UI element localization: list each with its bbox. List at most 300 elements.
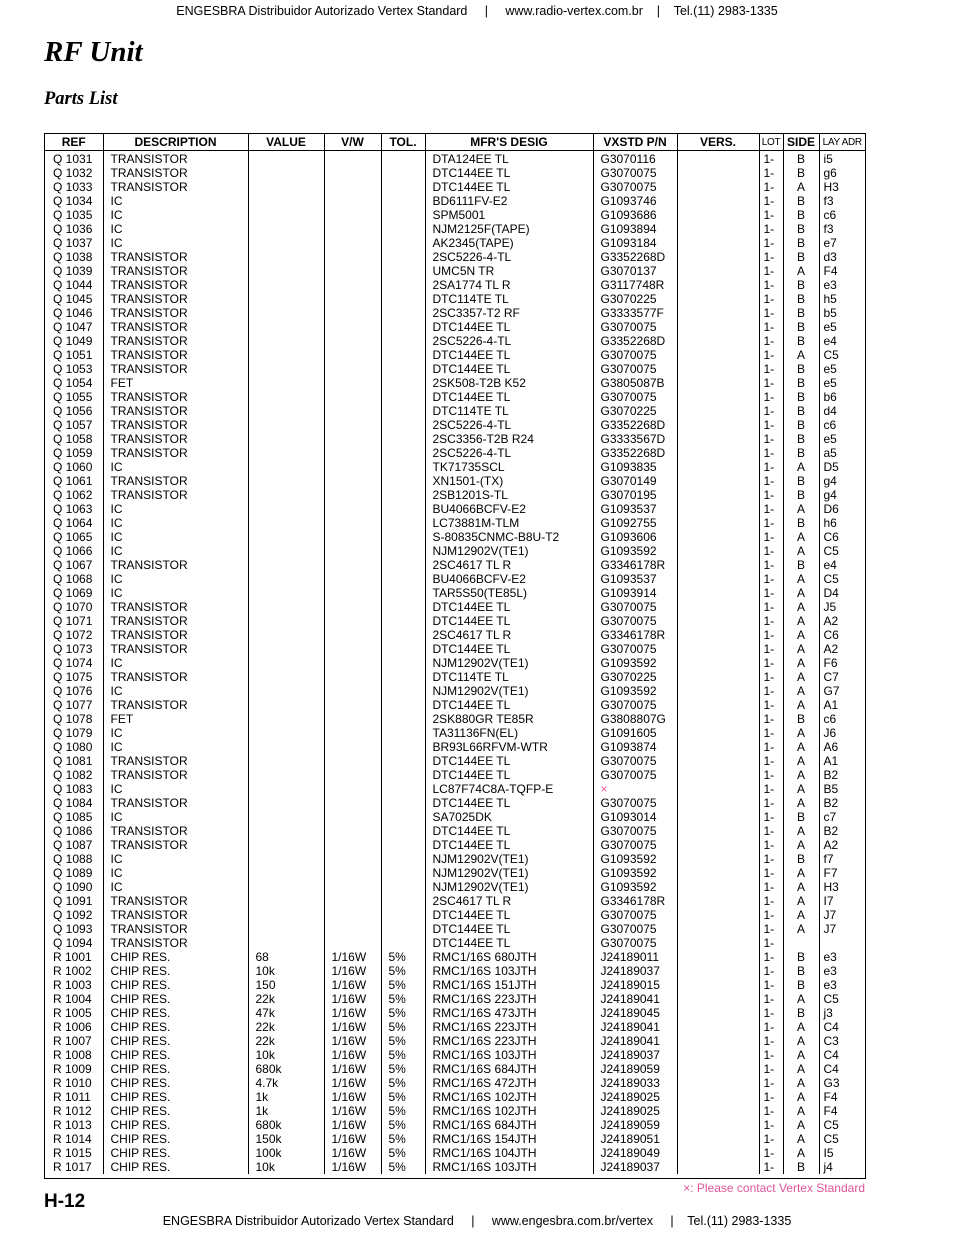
part-mfr-desig: DTC144EE TL [425,838,593,852]
part-vxstd-pn: G3070075 [593,600,677,614]
part-ref: R 1012 [45,1104,103,1118]
part-description: CHIP RES. [103,1104,248,1118]
part-version [677,488,759,502]
part-lot: 1- [759,530,783,544]
part-side: A [783,1146,819,1160]
part-lot: 1- [759,642,783,656]
part-tolerance [381,782,425,796]
part-side: A [783,754,819,768]
part-side: A [783,642,819,656]
part-mfr-desig: 2SC3357-T2 RF [425,306,593,320]
table-row [45,754,865,768]
part-description: TRANSISTOR [103,250,248,264]
part-ref: Q 1070 [45,600,103,614]
part-value: 150k [248,1132,324,1146]
part-vxstd-pn: × [593,782,677,796]
part-version [677,670,759,684]
part-mfr-desig: BR93L66RFVM-WTR [425,740,593,754]
part-layout-address: A1 [823,698,839,712]
table-row [45,600,865,614]
part-description: TRANSISTOR [103,628,248,642]
part-side: A [783,502,819,516]
part-lot: 1- [759,1146,783,1160]
part-vxstd-pn: J24189015 [593,978,677,992]
part-lot: 1- [759,740,783,754]
part-description: IC [103,530,248,544]
part-mfr-desig: 2SK508-T2B K52 [425,376,593,390]
part-version [677,1034,759,1048]
part-side: B [783,306,819,320]
part-version [677,516,759,530]
part-lot: 1- [759,362,783,376]
part-mfr-desig: TK71735SCL [425,460,593,474]
part-vxstd-pn: G1093592 [593,880,677,894]
part-layout-address: c6 [823,418,837,432]
table-row [45,166,865,180]
part-description: TRANSISTOR [103,824,248,838]
part-ref: Q 1058 [45,432,103,446]
part-value [248,250,324,264]
part-ref: Q 1067 [45,558,103,572]
part-mfr-desig: NJM12902V(TE1) [425,544,593,558]
part-lot: 1- [759,151,783,167]
parts-table [45,134,865,1174]
part-mfr-desig: RMC1/16S 223JTH [425,1034,593,1048]
part-ref: R 1006 [45,1020,103,1034]
part-value [248,656,324,670]
part-description: IC [103,866,248,880]
part-tolerance: 5% [381,1118,425,1132]
part-vxstd-pn: G3070075 [593,390,677,404]
part-tolerance [381,432,425,446]
part-vxstd-pn: G3070225 [593,292,677,306]
part-version [677,768,759,782]
table-row [45,964,865,978]
part-vxstd-pn: J24189041 [593,992,677,1006]
part-ref: Q 1039 [45,264,103,278]
part-lot: 1- [759,1104,783,1118]
part-ref: Q 1032 [45,166,103,180]
part-lot: 1- [759,754,783,768]
part-voltage-wattage [324,362,381,376]
page-footer: ENGESBRA Distribuidor Autorizado Vertex Standard | www.engesbra.com.br/vertex | Tel.(11) 2983-1335 [162,1214,792,1228]
part-mfr-desig: 2SA1774 TL R [425,278,593,292]
part-lot: 1- [759,768,783,782]
part-version [677,1062,759,1076]
part-layout-address: A2 [823,838,839,852]
part-lot: 1- [759,894,783,908]
part-tolerance [381,446,425,460]
part-description: TRANSISTOR [103,180,248,194]
part-vxstd-pn: J24189059 [593,1062,677,1076]
part-mfr-desig: DTC144EE TL [425,600,593,614]
part-side: B [783,432,819,446]
table-row [45,992,865,1006]
part-version [677,1132,759,1146]
table-row [45,894,865,908]
part-value [248,208,324,222]
part-layout-address: i5 [823,152,833,166]
part-ref: Q 1090 [45,880,103,894]
part-version [677,586,759,600]
part-ref: Q 1045 [45,292,103,306]
part-vxstd-pn: G3346178R [593,628,677,642]
part-version [677,222,759,236]
part-layout-address: h6 [823,516,837,530]
part-version [677,320,759,334]
part-side: B [783,208,819,222]
part-value [248,642,324,656]
part-lot: 1- [759,614,783,628]
part-voltage-wattage: 1/16W [324,1076,381,1090]
part-vxstd-pn: J24189037 [593,964,677,978]
part-mfr-desig: RMC1/16S 103JTH [425,1048,593,1062]
part-side: A [783,600,819,614]
part-description: TRANSISTOR [103,432,248,446]
part-version [677,726,759,740]
part-tolerance [381,628,425,642]
part-ref: Q 1035 [45,208,103,222]
part-version [677,614,759,628]
part-vxstd-pn: J24189041 [593,1034,677,1048]
part-ref: Q 1077 [45,698,103,712]
part-layout-address: e5 [823,432,837,446]
part-layout-address: C5 [823,544,839,558]
part-layout-address: F6 [823,656,838,670]
table-row [45,712,865,726]
column-header-vw: V/W [324,134,381,151]
part-value [248,558,324,572]
part-voltage-wattage [324,936,381,950]
table-row [45,432,865,446]
part-version [677,824,759,838]
table-row [45,978,865,992]
part-mfr-desig: BU4066BCFV-E2 [425,572,593,586]
part-mfr-desig: RMC1/16S 684JTH [425,1062,593,1076]
part-value [248,502,324,516]
part-value [248,614,324,628]
part-ref: Q 1088 [45,852,103,866]
part-version [677,208,759,222]
part-vxstd-pn: G3070075 [593,614,677,628]
part-ref: Q 1091 [45,894,103,908]
part-mfr-desig: DTC114TE TL [425,292,593,306]
part-layout-address: H3 [823,180,839,194]
part-ref: Q 1094 [45,936,103,950]
part-vxstd-pn: G1093914 [593,586,677,600]
part-tolerance [381,320,425,334]
part-side: A [783,838,819,852]
part-voltage-wattage [324,670,381,684]
part-description: IC [103,740,248,754]
part-side: A [783,1062,819,1076]
part-tolerance [381,852,425,866]
part-mfr-desig: RMC1/16S 102JTH [425,1104,593,1118]
part-layout-address: C6 [823,530,839,544]
part-layout-address: F4 [823,264,838,278]
part-side: A [783,880,819,894]
part-description: TRANSISTOR [103,894,248,908]
part-side: B [783,320,819,334]
part-description: TRANSISTOR [103,670,248,684]
part-ref: Q 1083 [45,782,103,796]
part-value [248,390,324,404]
part-lot: 1- [759,264,783,278]
part-version [677,964,759,978]
part-ref: Q 1031 [45,151,103,167]
part-side: B [783,852,819,866]
part-tolerance [381,292,425,306]
table-row [45,614,865,628]
table-header-row [45,134,865,151]
part-ref: Q 1044 [45,278,103,292]
table-row [45,1020,865,1034]
part-layout-address: C5 [823,572,839,586]
table-row [45,390,865,404]
part-mfr-desig: DTC144EE TL [425,922,593,936]
part-voltage-wattage: 1/16W [324,1048,381,1062]
part-vxstd-pn: G1093537 [593,572,677,586]
part-voltage-wattage [324,348,381,362]
part-lot: 1- [759,586,783,600]
part-vxstd-pn: G3070075 [593,348,677,362]
part-layout-address: j4 [823,1160,833,1174]
part-description: TRANSISTOR [103,558,248,572]
part-version [677,810,759,824]
part-lot: 1- [759,852,783,866]
part-ref: Q 1073 [45,642,103,656]
part-description: TRANSISTOR [103,908,248,922]
part-vxstd-pn: G1093592 [593,656,677,670]
part-ref: Q 1093 [45,922,103,936]
part-ref: Q 1062 [45,488,103,502]
part-layout-address: e5 [823,362,837,376]
part-ref: Q 1056 [45,404,103,418]
part-description: IC [103,852,248,866]
part-mfr-desig: RMC1/16S 223JTH [425,1020,593,1034]
part-mfr-desig: RMC1/16S 472JTH [425,1076,593,1090]
table-row [45,376,865,390]
part-side: A [783,1048,819,1062]
part-version [677,558,759,572]
table-row [45,516,865,530]
part-ref: Q 1060 [45,460,103,474]
part-lot: 1- [759,1160,783,1174]
part-lot: 1- [759,446,783,460]
part-layout-address: D4 [823,586,839,600]
table-row [45,824,865,838]
part-ref: Q 1072 [45,628,103,642]
table-row [45,208,865,222]
part-version [677,600,759,614]
part-tolerance [381,418,425,432]
part-voltage-wattage [324,558,381,572]
part-description: IC [103,460,248,474]
part-version [677,796,759,810]
part-tolerance [381,768,425,782]
part-voltage-wattage: 1/16W [324,1104,381,1118]
part-tolerance [381,656,425,670]
part-version [677,250,759,264]
part-ref: Q 1079 [45,726,103,740]
part-version [677,1006,759,1020]
part-mfr-desig: DTC144EE TL [425,320,593,334]
part-value [248,712,324,726]
part-voltage-wattage [324,404,381,418]
table-row [45,1062,865,1076]
part-layout-address: e5 [823,376,837,390]
part-layout-address: e3 [823,964,837,978]
part-side: B [783,194,819,208]
part-tolerance: 5% [381,950,425,964]
part-layout-address: f3 [823,194,834,208]
part-version [677,544,759,558]
part-version [677,838,759,852]
part-tolerance [381,838,425,852]
part-description: TRANSISTOR [103,614,248,628]
table-row [45,446,865,460]
part-description: IC [103,684,248,698]
part-tolerance [381,222,425,236]
part-vxstd-pn: G3070075 [593,824,677,838]
part-lot: 1- [759,964,783,978]
part-voltage-wattage: 1/16W [324,950,381,964]
part-side: A [783,698,819,712]
part-vxstd-pn: G1093874 [593,740,677,754]
part-tolerance [381,922,425,936]
part-voltage-wattage [324,180,381,194]
part-version [677,754,759,768]
part-layout-address: A2 [823,642,839,656]
part-layout-address: J5 [823,600,837,614]
part-tolerance [381,670,425,684]
part-value [248,936,324,950]
part-mfr-desig: RMC1/16S 103JTH [425,964,593,978]
part-side: A [783,264,819,278]
part-version [677,390,759,404]
part-layout-address: A1 [823,754,839,768]
part-value [248,852,324,866]
part-lot: 1- [759,684,783,698]
part-vxstd-pn: G3352268D [593,334,677,348]
part-tolerance [381,600,425,614]
page-title: RF Unit [44,36,143,68]
part-description: TRANSISTOR [103,362,248,376]
part-vxstd-pn: J24189037 [593,1160,677,1174]
part-ref: Q 1078 [45,712,103,726]
part-version [677,572,759,586]
part-lot: 1- [759,978,783,992]
part-vxstd-pn: J24189037 [593,1048,677,1062]
part-layout-address: e5 [823,320,837,334]
part-tolerance [381,894,425,908]
part-side: B [783,810,819,824]
part-value [248,194,324,208]
part-voltage-wattage [324,278,381,292]
part-voltage-wattage [324,194,381,208]
part-lot: 1- [759,320,783,334]
part-side: A [783,572,819,586]
part-lot: 1- [759,194,783,208]
part-lot: 1- [759,838,783,852]
part-tolerance [381,278,425,292]
part-description: IC [103,208,248,222]
part-layout-address: g6 [823,166,837,180]
table-row [45,362,865,376]
part-lot: 1- [759,544,783,558]
part-version [677,446,759,460]
part-value: 4.7k [248,1076,324,1090]
part-tolerance: 5% [381,1104,425,1118]
part-vxstd-pn: G1093606 [593,530,677,544]
part-tolerance [381,166,425,180]
part-mfr-desig: DTC144EE TL [425,642,593,656]
part-value: 22k [248,1034,324,1048]
part-tolerance [381,544,425,558]
part-voltage-wattage [324,488,381,502]
part-side: A [783,460,819,474]
part-ref: Q 1075 [45,670,103,684]
part-voltage-wattage [324,712,381,726]
part-mfr-desig: NJM12902V(TE1) [425,866,593,880]
part-value [248,264,324,278]
part-layout-address [819,936,865,950]
part-voltage-wattage: 1/16W [324,992,381,1006]
part-vxstd-pn: G1091605 [593,726,677,740]
table-row [45,194,865,208]
part-side: A [783,796,819,810]
part-value [248,320,324,334]
part-value: 680k [248,1118,324,1132]
part-description: CHIP RES. [103,978,248,992]
part-mfr-desig: 2SB1201S-TL [425,488,593,502]
part-mfr-desig: DTC144EE TL [425,180,593,194]
part-vxstd-pn: G1093014 [593,810,677,824]
part-tolerance [381,936,425,950]
part-value [248,796,324,810]
part-lot: 1- [759,460,783,474]
part-mfr-desig: 2SC4617 TL R [425,628,593,642]
part-layout-address: C5 [823,1118,839,1132]
part-ref: Q 1085 [45,810,103,824]
part-side: B [783,376,819,390]
part-voltage-wattage [324,922,381,936]
part-vxstd-pn: G1093686 [593,208,677,222]
part-layout-address: C7 [823,670,839,684]
part-version [677,698,759,712]
part-ref: Q 1047 [45,320,103,334]
part-lot: 1- [759,782,783,796]
part-ref: Q 1034 [45,194,103,208]
part-value [248,516,324,530]
part-lot: 1- [759,908,783,922]
part-side: B [783,964,819,978]
part-description: CHIP RES. [103,1034,248,1048]
part-mfr-desig: DTC144EE TL [425,362,593,376]
part-mfr-desig: 2SC3356-T2B R24 [425,432,593,446]
part-lot: 1- [759,334,783,348]
part-value: 22k [248,992,324,1006]
part-value [248,180,324,194]
part-value [248,488,324,502]
part-tolerance [381,264,425,278]
part-lot: 1- [759,922,783,936]
part-layout-address: C5 [823,992,839,1006]
part-vxstd-pn: G3070075 [593,908,677,922]
part-description: TRANSISTOR [103,390,248,404]
part-side: A [783,1034,819,1048]
part-vxstd-pn: G3070075 [593,754,677,768]
